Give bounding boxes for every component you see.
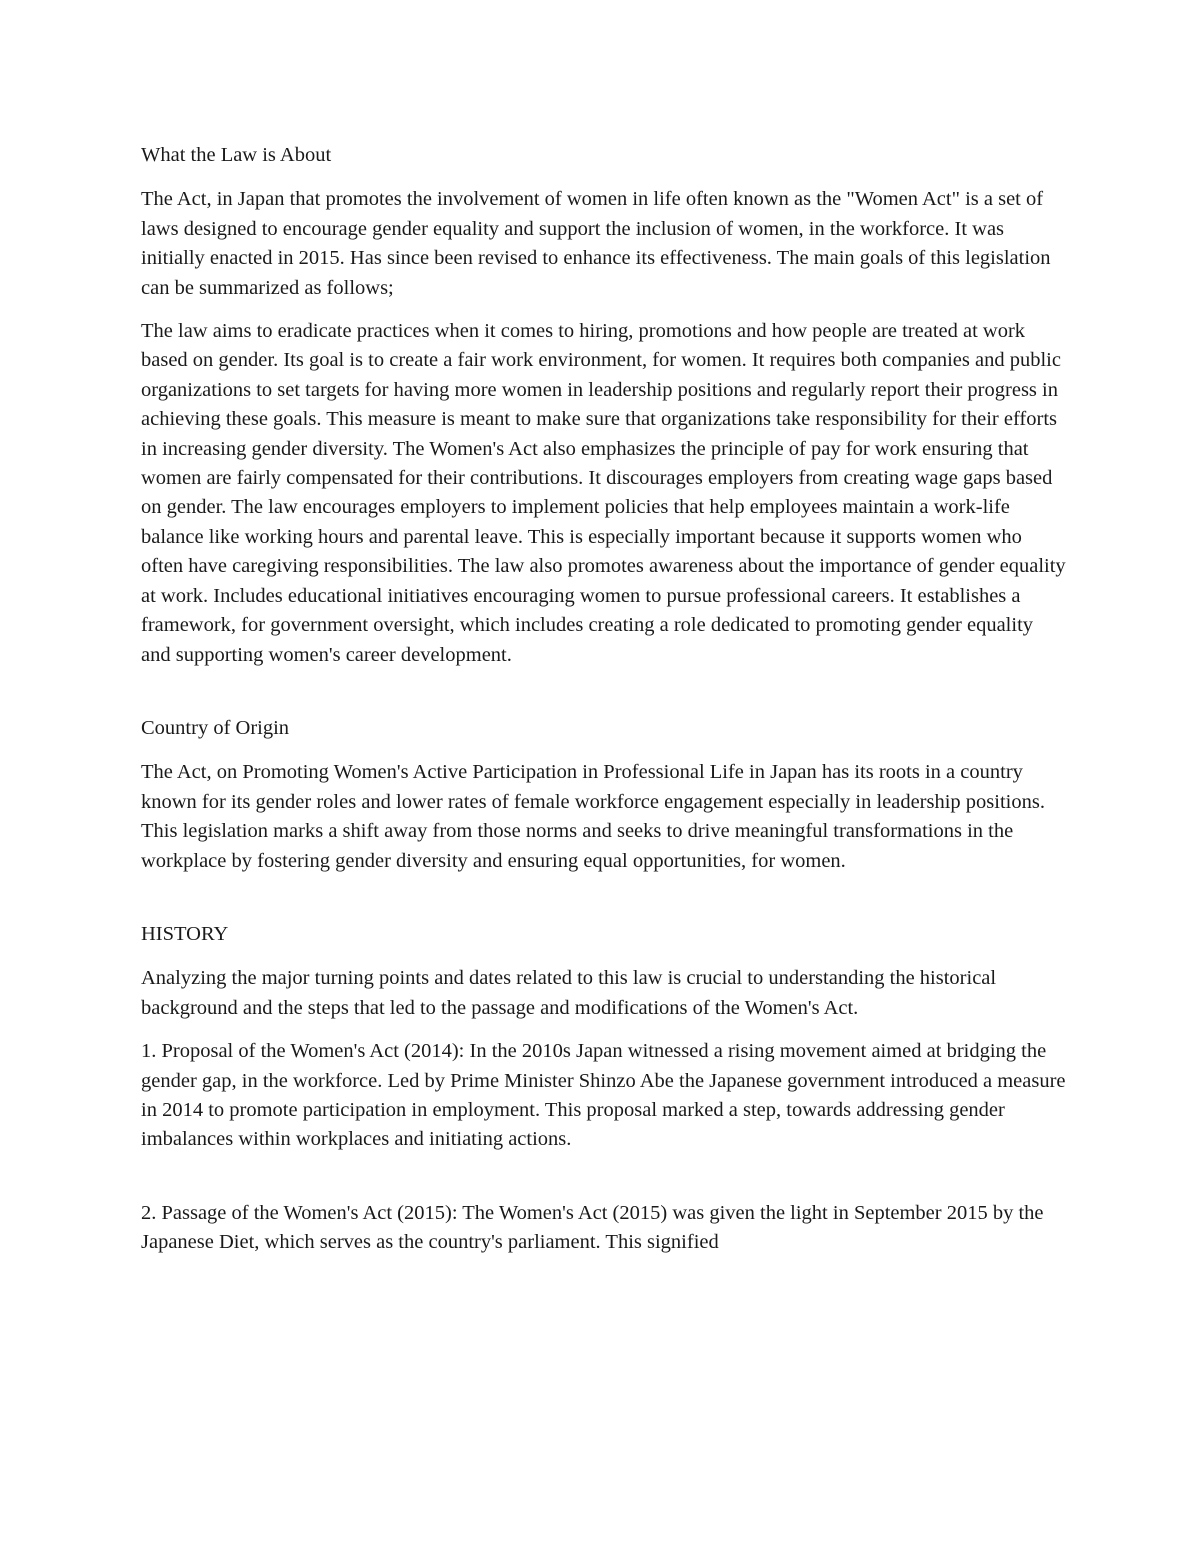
paragraph-history-intro: Analyzing the major turning points and dates related to this law is crucial to understanding the historical background and the steps that led to the passage and modifications of the Women's Act. xyxy=(141,967,997,1019)
paragraph-history-passage: 2. Passage of the Women's Act (2015): The Women's Act (2015) was given the light in September 2015 by the Japanese Diet, which serves as the country's parliament. This signified xyxy=(141,1201,1044,1254)
document-body xyxy=(141,141,1066,1272)
paragraph-law-overview: The Act, in Japan that promotes the involvement of women in life often known as the "Women Act" is a set of laws designed to encourage gender equality and support the inclusion of women, in the workforce. It was initially enacted in 2015. Has since been revised to enhance its effectiveness. The main goals of this legislation can be summarized as follows; xyxy=(141,188,1051,299)
paragraph-law-goals: The law aims to eradicate practices when it comes to hiring, promotions and how people are treated at work based on gender. Its goal is to create a fair work environment, for women. It requires both companies and public organizations to set targets for having more women in leadership positions and regularly report their progress in achieving these goals. This measure is meant to make sure that organizations take responsibility for their efforts in increasing gender diversity. The Women's Act also emphasizes the principle of pay for work ensuring that women are fairly compensated for their contributions. It discourages employers from creating wage gaps based on gender. The law encourages employers to implement policies that help employees maintain a work-life balance like working hours and parental leave. This is especially important because it supports women who often have caregiving responsibilities. The law also promotes awareness about the importance of gender equality at work. Includes educational initiatives encouraging women to pursue professional careers. It establishes a framework, for government oversight, which includes creating a role dedicated to promoting gender equality and supporting women's career development. xyxy=(141,320,1066,666)
section-heading-country-of-origin: Country of Origin xyxy=(141,716,290,739)
paragraph-history-proposal: 1. Proposal of the Women's Act (2014): In the 2010s Japan witnessed a rising movement aimed at bridging the gender gap, in the workforce. Led by Prime Minister Shinzo Abe the Japanese government introduced a measure in 2014 to promote participation in employment. This proposal marked a step, towards addressing gender imbalances within workplaces and initiating actions. xyxy=(141,1040,1066,1151)
section-heading-history: HISTORY xyxy=(141,922,229,945)
section-heading-what-the-law-is-about: What the Law is About xyxy=(141,144,332,166)
paragraph-country-of-origin: The Act, on Promoting Women's Active Participation in Professional Life in Japan has its roots in a country known for its gender roles and lower rates of female workforce engagement especially in leadership positions. This legislation marks a shift away from those norms and seeks to drive meaningful transformations in the workplace by fostering gender diversity and ensuring equal opportunities, for women. xyxy=(141,761,1045,872)
